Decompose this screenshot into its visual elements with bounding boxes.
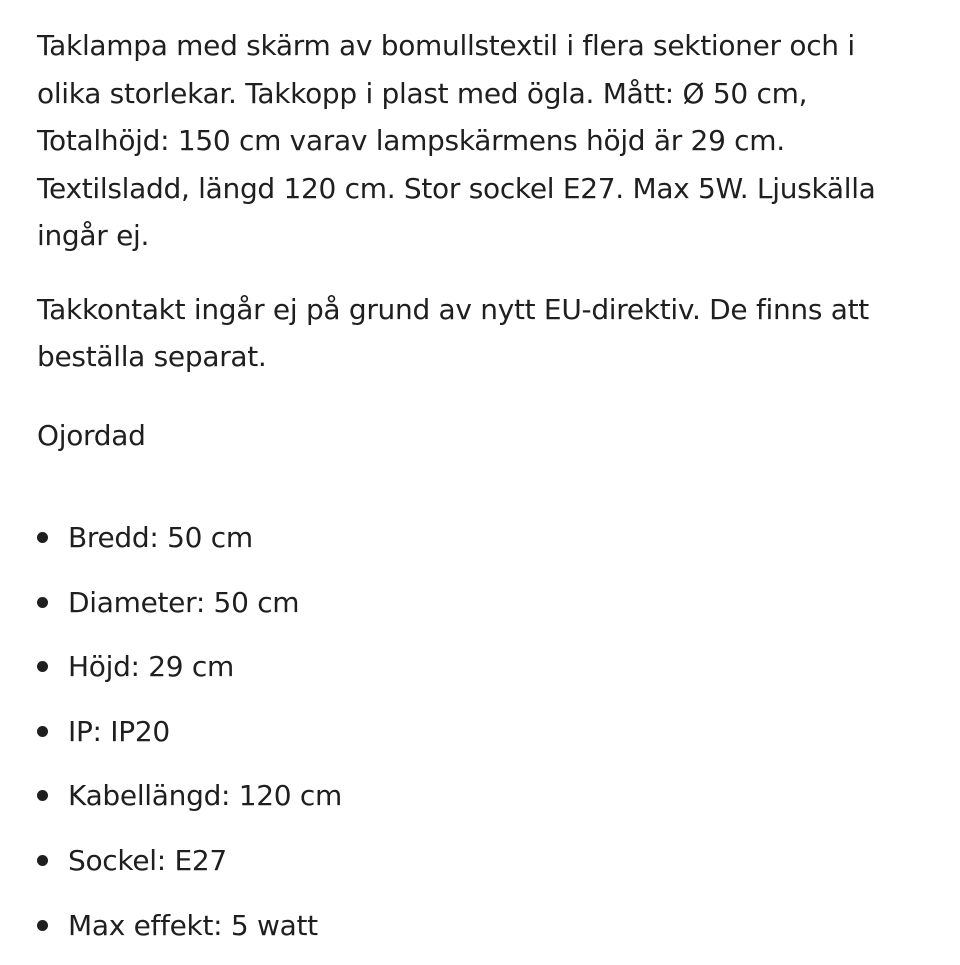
spec-text: Bredd: 50 cm [68, 521, 253, 554]
description-paragraph-grounding: Ojordad [37, 418, 146, 452]
spec-text: IP: IP20 [68, 714, 170, 748]
list-item [37, 829, 920, 894]
list-item [37, 894, 920, 959]
bullet-dot-icon [37, 726, 48, 737]
bullet-dot-icon [37, 920, 48, 931]
list-item [37, 635, 920, 700]
bullet-dot-icon [37, 532, 48, 543]
list-item [37, 700, 920, 765]
list-item [37, 506, 920, 571]
description-paragraph-main: Taklampa med skärm av bomullstextil i flera sektioner och i olika storlekar. Takkopp i plast med ögla. Mått: Ø 50 cm, Totalhöjd: 150 cm varav lampskärmens höjd är 29 cm. Textilsladd, längd 120 cm. Stor sockel E27. Max 5W. Ljuskälla ingår ej. [37, 29, 876, 252]
spec-text: Diameter: 50 cm [68, 585, 300, 619]
spec-list [37, 506, 920, 958]
bullet-dot-icon [37, 790, 48, 801]
spec-text: Max effekt: 5 watt [68, 908, 318, 942]
bullet-dot-icon [37, 855, 48, 866]
bullet-dot-icon [37, 661, 48, 672]
list-item [37, 571, 920, 636]
spec-text: Höjd: 29 cm [68, 650, 234, 684]
bullet-dot-icon [37, 597, 48, 608]
description-paragraph-ceiling-contact: Takkontakt ingår ej på grund av nytt EU-direktiv. De finns att beställa separat. [37, 292, 869, 373]
spec-text: Sockel: E27 [68, 843, 227, 877]
list-item [37, 764, 920, 829]
spec-text: Kabellängd: 120 cm [68, 779, 342, 813]
